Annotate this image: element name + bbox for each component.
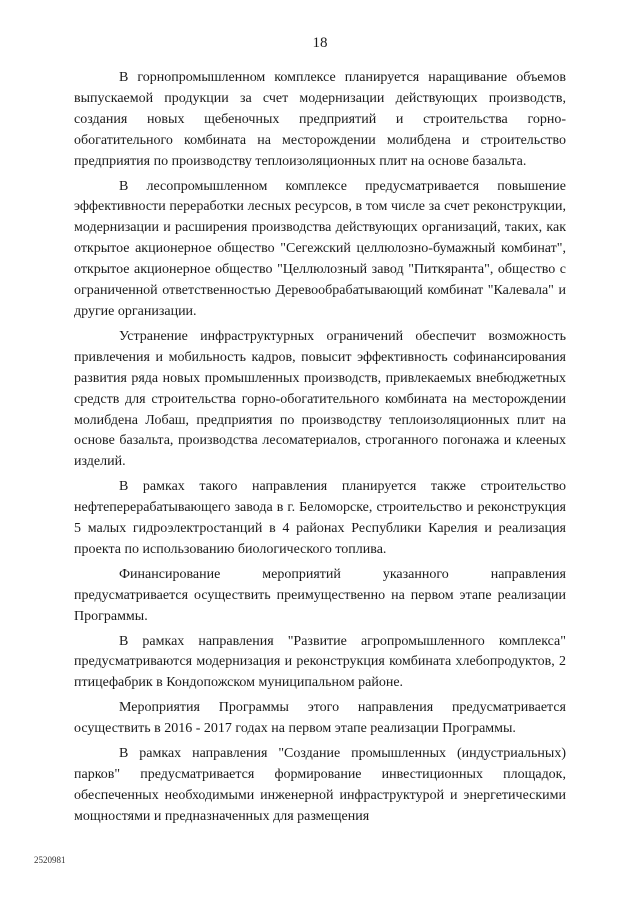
- paragraph-financing: Финансирование мероприятий указанного направления предусматривается осуществить преимущественно на первом этапе реализации Программы.: [74, 566, 566, 624]
- paragraph-refinery-hydro: В рамках такого направления планируется также строительство нефтеперерабатывающего завода в г. Беломорске, строительство и реконструкция 5 малых гидроэлектростанций в 4 районах Республики Карелия и реализация проекта по использованию биологического топлива.: [74, 479, 566, 557]
- paragraph-infrastructure: Устранение инфраструктурных ограничений обеспечит возможность привлечения и мобильность кадров, повысит эффективность софинансирования развития ряда новых промышленных производств, привлекаемых внебюджетных средств для строительства горно-обогатительного комбината на месторождении молибдена Лобаш, предприятия по производству теплоизоляционных плит на основе базальта, производства лесоматериалов, строганного погонажа и клееных изделий.: [74, 328, 566, 470]
- paragraph-agro-complex: В рамках направления "Развитие агропромышленного комплекса" предусматриваются модернизация и реконструкция комбината хлебопродуктов, 2 птицефабрик в Кондопожском муниципальном районе.: [74, 633, 566, 691]
- paragraph-industrial-parks: В рамках направления "Создание промышленных (индустриальных) парков" предусматривается формирование инвестиционных площадок, обеспеченных необходимыми инженерной инфраструктурой и энергетическими мощностями и предназначенных для размещения: [74, 746, 566, 824]
- body-text: [74, 68, 566, 832]
- page-number: 18: [312, 35, 328, 51]
- paragraph-mining-complex: В горнопромышленном комплексе планируется наращивание объемов выпускаемой продукции за счет модернизации действующих производств, создания новых щебеночных предприятий и строительства горно-обогатительного комбината на месторождении молибдена и строительство предприятия по производству теплоизоляционных плит на основе базальта.: [74, 70, 566, 169]
- document-id: 2520981: [34, 855, 66, 865]
- paragraph-program-timing: Мероприятия Программы этого направления предусматривается осуществить в 2016 - 2017 годах на первом этапе реализации Программы.: [74, 700, 566, 737]
- paragraph-timber-complex: В лесопромышленном комплексе предусматривается повышение эффективности переработки лесных ресурсов, в том числе за счет реконструкции, модернизации и расширения производства действующих организаций, таких, как открытое акционерное общество "Сегежский целлюлозно-бумажный комбинат", открытое акционерное общество "Целлюлозный завод "Питкяранта", общество с ограниченной ответственностью Деревообрабатывающий комбинат "Калевала" и другие организации.: [74, 178, 566, 319]
